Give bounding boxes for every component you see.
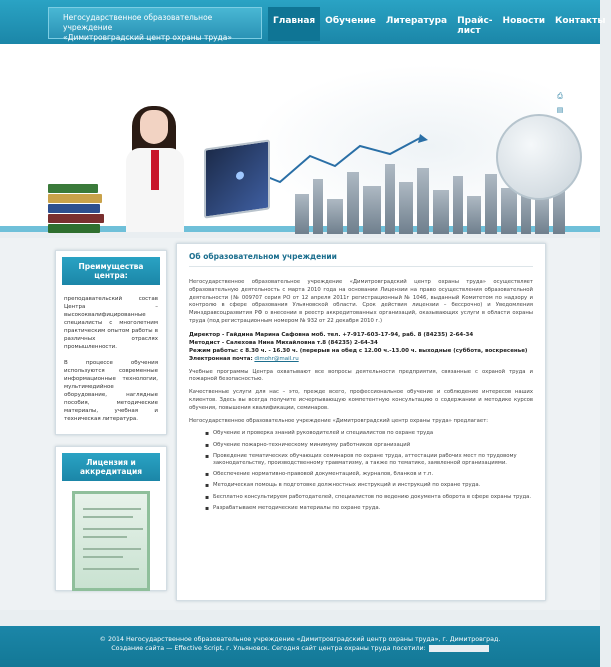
hero-banner (0, 44, 600, 232)
site-logo[interactable] (48, 7, 262, 42)
license-box (55, 446, 167, 591)
advantages-box (55, 250, 167, 435)
list-item: ▪ Обеспечение нормативно-правовой документацией, журналов, бланков и т.п. (207, 471, 533, 478)
globe-image (496, 114, 582, 200)
intro-paragraph: Негосударственное образовательное учреждение «Димитровградский центр охраны труда» осуществляет образовательную деятельность с марта 2010 года на основании Лицензии на право осуществления образовательной деятельности (№ 009707 серия РО от 12 апреля 2011г регистрационный № 1046, выданный Комитетом по надзору и контролю в сфере образования Ульяновской области. Срок действия лицензии – бессрочно) и Уведомления Минздравсоцразвития РФ о внесении в реестр аккредитованных организаций, оказывающих услуги в области охраны труда (под регистрационным номером № 932 от 22 декабря 2010 г.) (189, 279, 533, 324)
nav-item-training[interactable]: Обучение (325, 16, 376, 26)
contact-info (189, 331, 533, 364)
visitor-counter (429, 645, 489, 652)
nav-item-home[interactable]: Главная (268, 7, 320, 41)
print-icon[interactable]: ⎙ (557, 92, 563, 100)
header-bar (0, 0, 606, 44)
logo-line-1: Негосударственное образовательное учреждение (63, 13, 213, 32)
director-info: Директор - Гайдина Марина Сафовна моб. тел. +7-917-603-17-94, раб. 8 (84235) 2-64-34 (189, 331, 474, 338)
license-certificate-image[interactable] (72, 491, 150, 591)
footer (0, 626, 600, 667)
list-item: ▪ Разрабатываем методические материалы по охране труда. (207, 505, 533, 512)
work-hours: Режим работы: с 8.30 ч. - 16.30 ч. (перерыв на обед с 12.00 ч.-13.00 ч. выходные (суббота, воскресенье) (189, 348, 528, 355)
logo-line-2: «Димитровградский центр охраны труда» (63, 33, 232, 42)
footer-credits-text: Создание сайта — Effective Script, г. Ульяновск. Сегодня сайт центра охраны труда посетили: (111, 645, 426, 652)
page-title: Об образовательном учреждении (189, 252, 533, 267)
books-stack-image (48, 184, 104, 244)
list-item: ▪ Проведение тематических обучающих семинаров по охране труда, аттестации рабочих мест по трудовому законодательству, производственному травматизму, а также по тематике, заявленной организациями. (207, 453, 533, 467)
offers-list (207, 430, 533, 512)
email-label: Электронная почта: (189, 356, 253, 363)
offers-intro: Негосударственное образовательное учреждение «Димитровградский центр охраны труда» предлагает: (189, 417, 489, 424)
advantages-text-2: В процессе обучения используются современные информационные технологии, мультимедийное оборудование, наглядные пособия, методические материалы, учебная и техническая литература. (64, 360, 158, 422)
nav-item-contacts[interactable]: Контакты (555, 16, 606, 26)
nav-item-news[interactable]: Новости (502, 16, 545, 26)
advantages-text-1: преподавательский состав Центра – высококвалифицированные специалисты с многолетним практическим опытом работы в различных отраслях промышленности. (64, 296, 158, 350)
list-item: ▪ Обучение и проверка знаний руководителей и специалистов по охране труда (207, 430, 533, 437)
methodist-info: Методист - Салехова Нина Михайловна т.8 (84235) 2-64-34 (189, 339, 378, 346)
advantages-title: Преимущества центра: (62, 257, 160, 285)
main-nav (268, 7, 611, 41)
email-link[interactable]: dimohr@mail.ru (254, 356, 299, 363)
programs-paragraph: Учебные программы Центра охватывают все вопросы деятельности предприятия, связанные с охраной труда и пожарной безопасностью. (189, 368, 533, 383)
quality-paragraph: Качественные услуги для нас – это, прежде всего, профессиональное обучение и соблюдение интересов наших клиентов. Здесь вы всегда получите исчерпывающую компетентную консультацию о содержании и методике курсов обучения, повышения квалификации, семинаров. (189, 389, 533, 411)
license-title: Лицензия и аккредитация (62, 453, 160, 481)
list-item: ▪ Обучение пожарно-техническому минимуму работников организаций (207, 442, 533, 449)
main-content (176, 243, 546, 601)
footer-credits (0, 644, 600, 653)
laptop-image (204, 139, 270, 218)
nav-item-literature[interactable]: Литература (385, 16, 448, 26)
nav-item-price-list[interactable]: Прайс-лист (457, 16, 493, 36)
list-item: ▪ Бесплатно консультируем работодателей, специалистов по ведению документа оборота в сфере охраны труда. (207, 494, 533, 501)
footer-copyright: © 2014 Негосударственное образовательное учреждение «Димитровградский центр охраны труда», г. Димитровград. (99, 636, 501, 643)
woman-figure-image (118, 106, 192, 232)
document-icon[interactable]: ▤ (556, 106, 564, 114)
list-item: ▪ Методическая помощь в подготовке должностных инструкций и инструкций по охране труда. (207, 482, 533, 489)
